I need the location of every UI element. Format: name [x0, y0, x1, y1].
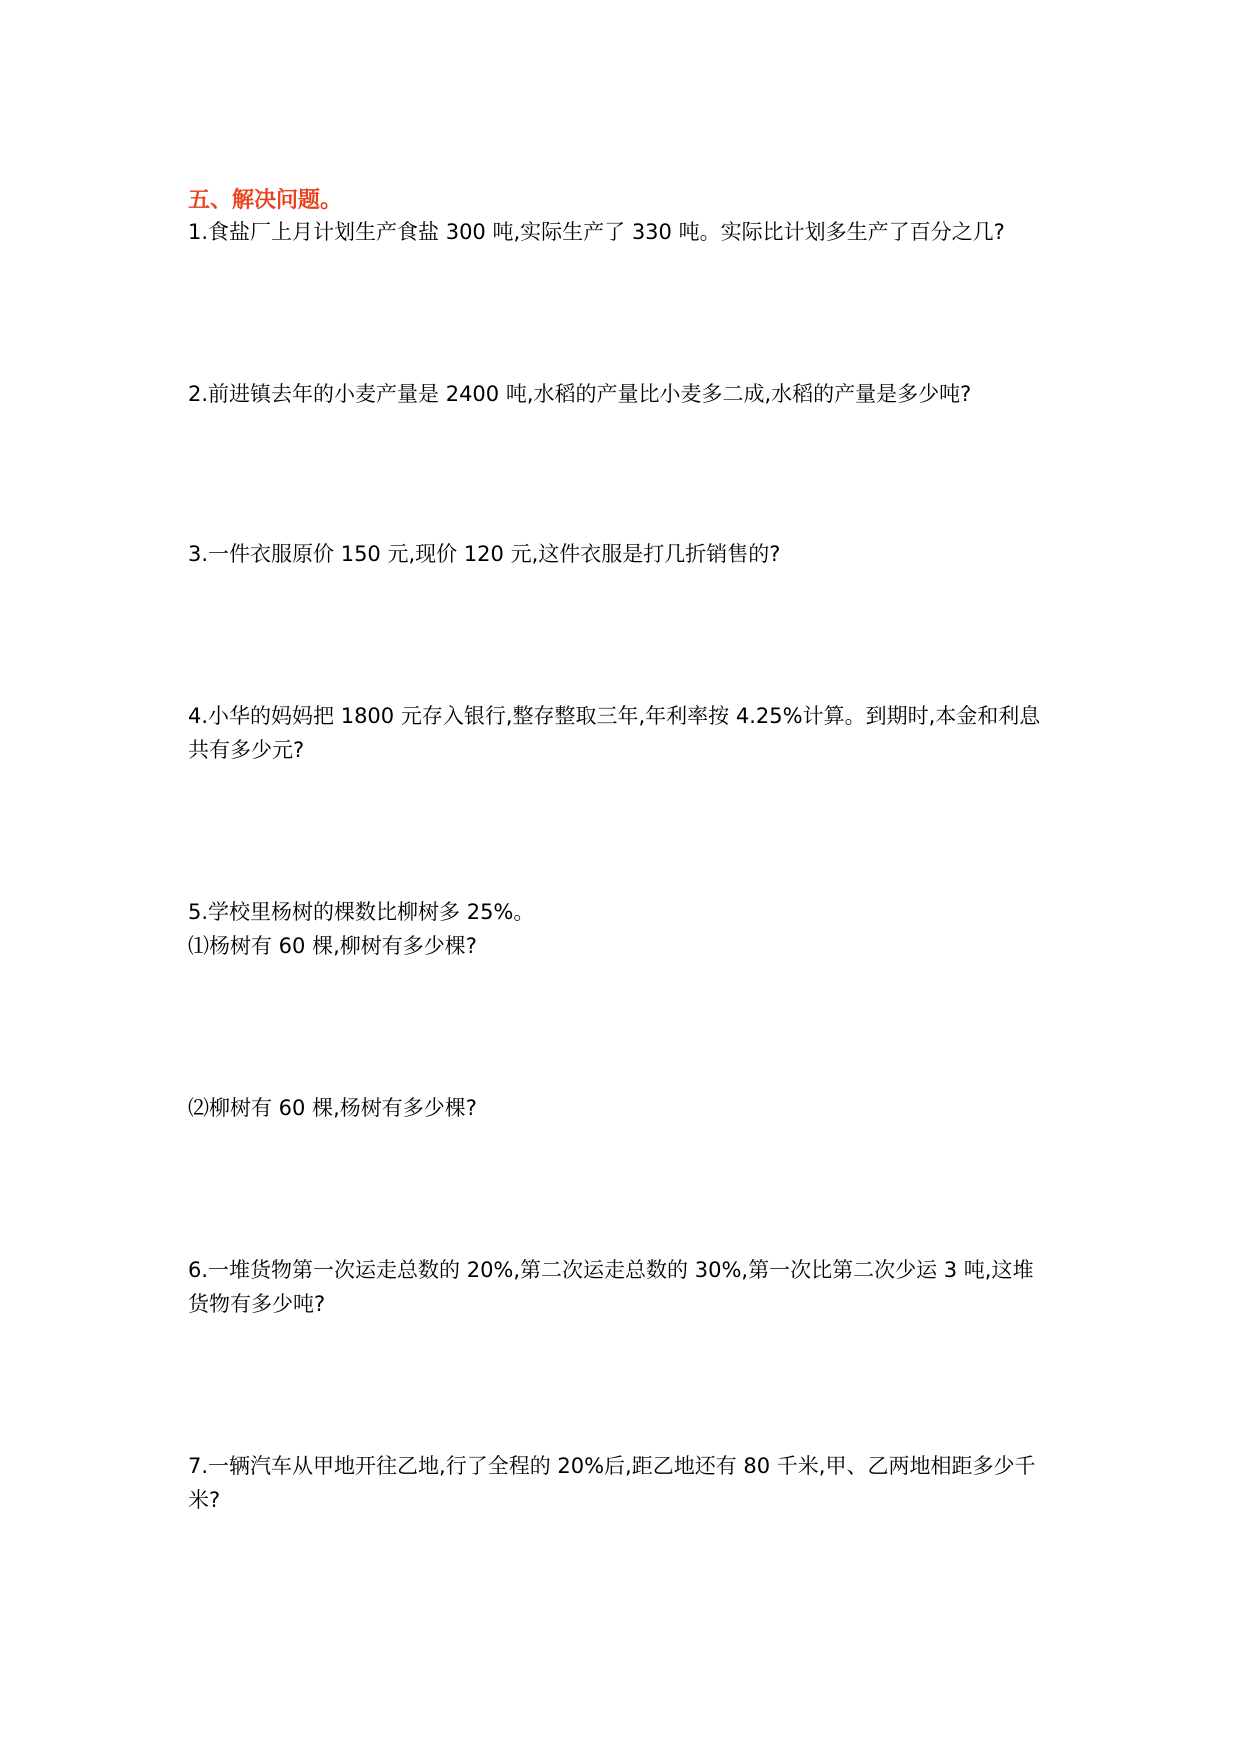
question-5-part-2-text: ⑵柳树有 60 棵,杨树有多少棵?	[188, 1096, 477, 1120]
question-2-text: 2.前进镇去年的小麦产量是 2400 吨,水稻的产量比小麦多二成,水稻的产量是多少吨?	[188, 382, 972, 406]
question-5	[188, 895, 1058, 963]
section-heading: 五、解决问题。	[188, 188, 343, 213]
question-4	[188, 699, 1058, 767]
question-3	[188, 537, 1058, 571]
question-6-line-1: 6.一堆货物第一次运走总数的 20%,第二次运走总数的 30%,第一次比第二次少运 3 吨,这堆	[188, 1258, 1034, 1282]
question-7-line-1: 7.一辆汽车从甲地开往乙地,行了全程的 20%后,距乙地还有 80 千米,甲、乙两地相距多少千	[188, 1454, 1036, 1478]
question-2	[188, 377, 1058, 411]
question-1	[188, 215, 1058, 249]
question-4-line-2: 共有多少元?	[188, 738, 305, 762]
question-6-line-2: 货物有多少吨?	[188, 1292, 326, 1316]
question-4-line-1: 4.小华的妈妈把 1800 元存入银行,整存整取三年,年利率按 4.25%计算。到期时,本金和利息	[188, 704, 1041, 728]
question-7-line-2: 米?	[188, 1488, 221, 1512]
question-3-text: 3.一件衣服原价 150 元,现价 120 元,这件衣服是打几折销售的?	[188, 542, 781, 566]
question-7	[188, 1449, 1058, 1517]
question-5-intro: 5.学校里杨树的棵数比柳树多 25%。	[188, 900, 535, 924]
question-5-part-2	[188, 1091, 1058, 1125]
question-6	[188, 1253, 1058, 1321]
question-1-text: 1.食盐厂上月计划生产食盐 300 吨,实际生产了 330 吨。实际比计划多生产了百分之几?	[188, 220, 1005, 244]
question-5-part-1: ⑴杨树有 60 棵,柳树有多少棵?	[188, 934, 477, 958]
